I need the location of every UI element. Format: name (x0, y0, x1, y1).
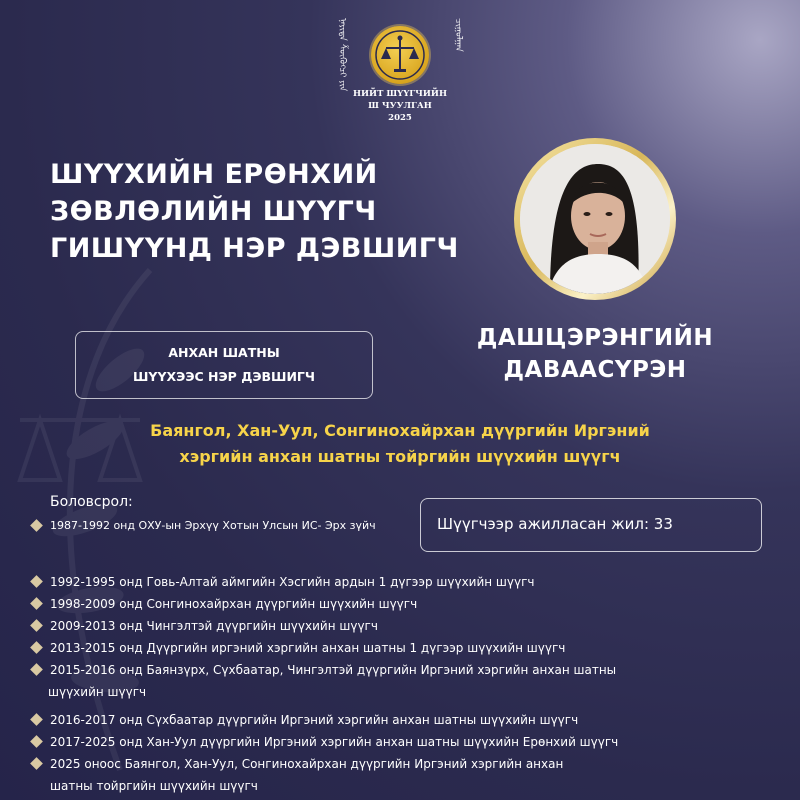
logo-caption (330, 88, 470, 124)
nomination-badge (75, 331, 373, 399)
page-title (50, 156, 459, 267)
career-item (50, 593, 417, 615)
logo-year: 2025 (388, 113, 412, 123)
career-item-text: 1998-2009 онд Сонгинохайрхан дүүргийн шүүхийн шүүгч (50, 597, 418, 611)
nomination-line1: АНХАН ШАТНЫ (168, 345, 280, 360)
candidate-photo (520, 144, 670, 294)
years-served-badge: Шүүгчээр ажилласан жил: 33 (420, 498, 762, 552)
mongolian-script-left: ᠨᠡᠶᠢᠲᠡ ᠱᠦᠭᠦᠭᠴᠢ ᠶᠢᠨ (337, 18, 347, 92)
mongolian-script-right: ᠴᠢᠭᠤᠯᠭᠠᠨ (453, 18, 463, 52)
career-item (50, 571, 535, 593)
career-item (50, 659, 616, 703)
education-heading: Боловсрол: (50, 494, 133, 510)
career-item-text: 2025 оноос Баянгол, Хан-Уул, Сонгинохайрхан дүүргийн Иргэний хэргийн анхан (50, 757, 564, 771)
candidate-surname: ДАШЦЭРЭНГИЙН (476, 325, 714, 351)
position-line1: Баянгол, Хан-Уул, Сонгинохайрхан дүүргийн Иргэний (150, 421, 650, 440)
candidate-name (470, 322, 720, 386)
career-item-text: 1992-1995 онд Говь-Алтай аймгийн Хэсгийн ардын 1 дүгээр шүүхийн шүүгч (50, 575, 535, 589)
title-line2: ЗӨВЛӨЛИЙН ШҮҮГЧ (50, 196, 377, 227)
title-line3: ГИШҮҮНД НЭР ДЭВШИГЧ (50, 233, 459, 264)
career-item (50, 615, 378, 637)
logo-line1: НИЙТ ШҮҮГЧИЙН (352, 89, 447, 99)
current-position (80, 418, 720, 470)
career-item-text: 2009-2013 онд Чингэлтэй дүүргийн шүүхийн шүүгч (50, 619, 378, 633)
career-item-text: 2015-2016 онд Баянзүрх, Сүхбаатар, Чингэлтэй дүүргийн Иргэний хэргийн анхан шатны (50, 663, 617, 677)
career-item-text: 2013-2015 онд Дүүргийн иргэний хэргийн анхан шатны 1 дүгээр шүүхийн шүүгч (50, 641, 566, 655)
career-item (50, 709, 578, 731)
logo (330, 8, 470, 138)
career-item (50, 753, 563, 797)
career-item (50, 731, 618, 753)
logo-line2: Ш ЧУУЛГАН (368, 101, 432, 111)
candidate-given-name: ДАВААСҮРЭН (503, 357, 687, 383)
career-item-text: 2016-2017 онд Сүхбаатар дүүргийн Иргэний хэргийн анхан шатны шүүхийн шүүгч (50, 713, 579, 727)
nomination-line2: ШҮҮХЭЭС НЭР ДЭВШИГЧ (132, 369, 315, 384)
position-line2: хэргийн анхан шатны тойргийн шүүхийн шүүгч (179, 447, 621, 466)
career-item (50, 637, 565, 659)
justice-emblem-icon (371, 26, 429, 84)
career-item-text: 2017-2025 онд Хан-Уул дүүргийн Иргэний хэргийн анхан шатны шүүхийн Ерөнхий шүүгч (50, 735, 619, 749)
career-item-text-cont: шүүхийн шүүгч (48, 685, 147, 699)
education-item: 1987-1992 онд ОХУ-ын Эрхүү Хотын Улсын ИС- Эрх зүйч (50, 519, 376, 532)
title-line1: ШҮҮХИЙН ЕРӨНХИЙ (50, 159, 378, 190)
career-item-text-cont: шатны тойргийн шүүхийн шүүгч (50, 779, 258, 793)
candidate-photo-frame (514, 138, 676, 300)
